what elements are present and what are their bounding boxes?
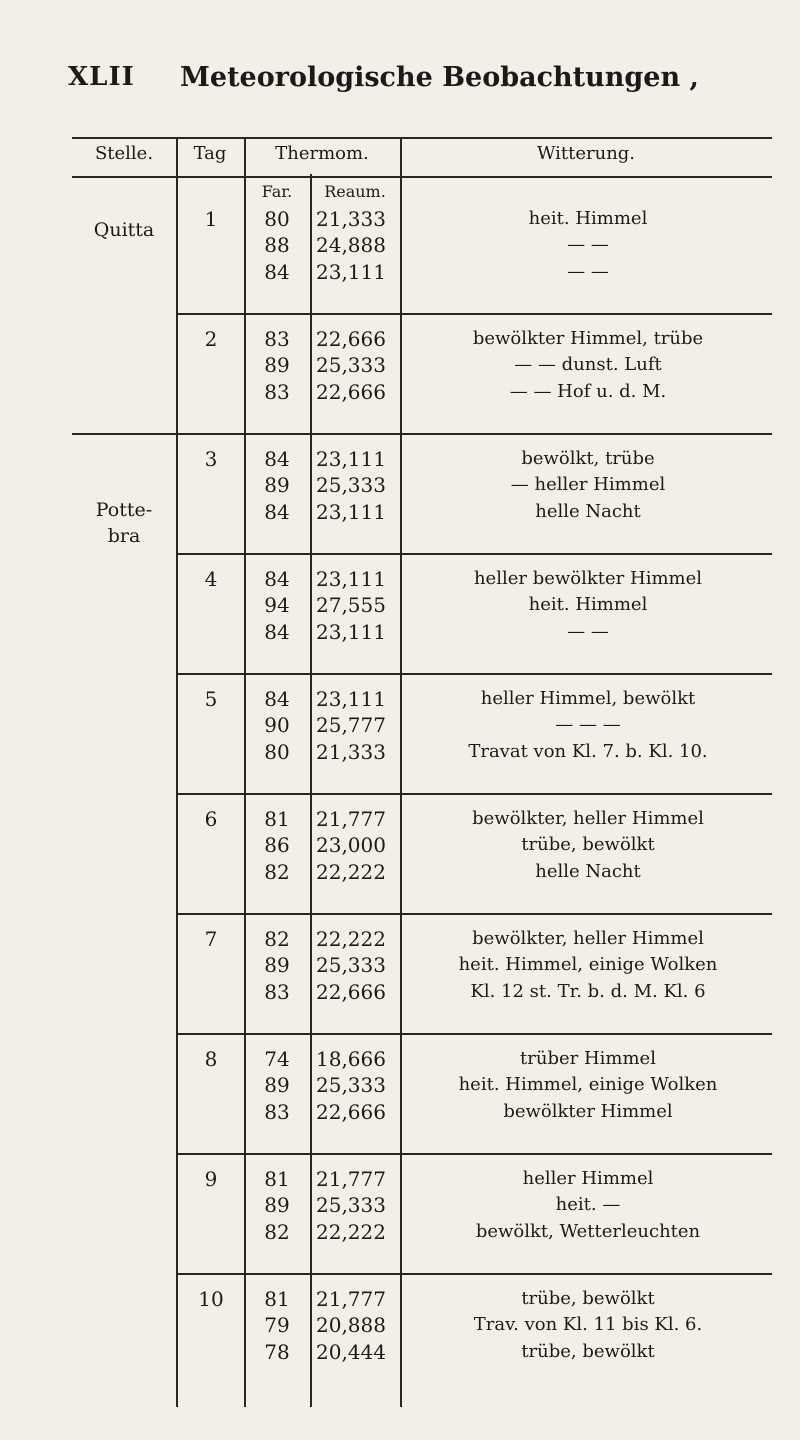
day-separator [176,553,772,555]
reaumur-value: 21,777 [316,1167,386,1191]
day-separator [176,1033,772,1035]
weather-note: heller Himmel [522,1168,654,1189]
reaumur-value: 27,555 [316,593,386,618]
fahrenheit-value: 90 [264,713,290,738]
day-number: 1 [204,207,218,231]
day-number: 7 [204,927,218,951]
reaumur-value: 25,333 [316,1193,386,1218]
weather-note: — — [567,260,609,282]
reaumur-value: 22,222 [316,859,386,884]
fahrenheit-value: 82 [264,859,290,884]
reaumur-value: 25,333 [316,953,386,978]
fahrenheit-value: 83 [264,979,290,1004]
fahrenheit-value: 94 [264,593,290,618]
fahrenheit-value: 83 [264,327,290,351]
weather-note: — — [567,234,609,256]
page-title: Meteorologische Beobachtungen , [180,62,699,93]
reaumur-value: 20,888 [316,1313,386,1338]
fahrenheit-value: 84 [264,567,290,591]
reaumur-value: 21,333 [316,207,386,231]
header-witterung: Witterung. [536,143,636,164]
reaumur-value: 21,333 [316,739,386,764]
fahrenheit-value: 89 [264,1193,290,1218]
fahrenheit-value: 84 [264,619,290,644]
day-number: 6 [204,807,218,831]
fahrenheit-value: 78 [264,1339,290,1364]
weather-note: Travat von Kl. 7. b. Kl. 10. [468,740,708,762]
fahrenheit-value: 80 [264,739,290,764]
weather-note: — — dunst. Luft [514,354,662,376]
fahrenheit-value: 80 [264,207,290,231]
fahrenheit-value: 89 [264,353,290,378]
reaumur-value: 22,666 [316,979,386,1004]
day-number: 5 [204,687,218,711]
weather-note: bewölkter, heller Himmel [472,808,704,829]
reaumur-value: 23,111 [316,619,386,644]
fahrenheit-value: 81 [264,1287,290,1311]
weather-note: bewölkter Himmel, trübe [472,328,704,349]
reaumur-value: 23,111 [316,259,386,284]
reaumur-value: 22,666 [316,1099,386,1124]
weather-note: heit. Himmel, einige Wolken [458,954,718,976]
reaumur-value: 22,666 [316,327,386,351]
fahrenheit-value: 82 [264,1219,290,1244]
weather-note: heller Himmel, bewölkt [480,688,696,709]
fahrenheit-value: 79 [264,1313,290,1338]
day-separator [176,673,772,675]
day-separator [176,1153,772,1155]
place-quitta: Quitta [93,219,155,241]
fahrenheit-value: 84 [264,499,290,524]
reaumur-value: 25,333 [316,353,386,378]
fahrenheit-value: 84 [264,447,290,471]
reaumur-value: 22,222 [316,927,386,951]
weather-note: heit. Himmel [528,594,648,616]
weather-note: heit. Himmel, einige Wolken [458,1074,718,1096]
reaumur-value: 25,333 [316,1073,386,1098]
reaumur-value: 20,444 [316,1339,386,1364]
fahrenheit-value: 83 [264,379,290,404]
weather-note: — — — [555,714,621,736]
fahrenheit-value: 89 [264,473,290,498]
reaumur-value: 24,888 [316,233,386,258]
weather-note: trübe, bewölkt [521,1340,655,1362]
fahrenheit-value: 74 [264,1047,290,1071]
observation-table [72,137,772,1407]
fahrenheit-value: 82 [264,927,290,951]
subheader-reaum: Reaum. [324,182,386,201]
fahrenheit-value: 81 [264,1167,290,1191]
weather-note: — heller Himmel [510,474,666,496]
weather-note: — — [567,620,609,642]
day-separator [176,313,772,315]
weather-note: bewölkter, heller Himmel [472,928,704,949]
day-separator [176,793,772,795]
weather-note: Kl. 12 st. Tr. b. d. M. Kl. 6 [470,980,706,1002]
fahrenheit-value: 89 [264,1073,290,1098]
day-number: 3 [204,447,218,471]
day-separator [176,433,772,435]
reaumur-value: 21,777 [316,1287,386,1311]
reaumur-value: 22,222 [316,1219,386,1244]
fahrenheit-value: 86 [264,833,290,858]
page-number: XLII [68,62,135,92]
weather-note: trüber Himmel [520,1048,656,1069]
subheader-far: Far. [261,182,293,201]
reaumur-value: 22,666 [316,379,386,404]
weather-note: trübe, bewölkt [521,834,655,856]
reaumur-value: 25,777 [316,713,386,738]
weather-note: helle Nacht [535,500,641,522]
day-number: 4 [204,567,218,591]
day-number: 2 [204,327,218,351]
reaumur-value: 23,111 [316,567,386,591]
weather-note: bewölkt, Wetterleuchten [475,1220,701,1242]
fahrenheit-value: 81 [264,807,290,831]
fahrenheit-value: 88 [264,233,290,258]
reaumur-value: 18,666 [316,1047,386,1071]
day-separator [176,1273,772,1275]
day-number: 9 [204,1167,218,1191]
header-thermometer: Thermom. [275,143,369,164]
reaumur-value: 23,111 [316,447,386,471]
header-tag: Tag [193,143,227,164]
column-divider [310,174,312,1407]
weather-note: heit. Himmel [528,208,648,229]
header-stelle: Stelle. [94,143,154,164]
weather-note: trübe, bewölkt [521,1288,655,1309]
page-header [68,62,768,106]
place-pottebra: Potte- bra [95,499,153,547]
day-separator [176,913,772,915]
fahrenheit-value: 84 [264,687,290,711]
fahrenheit-value: 89 [264,953,290,978]
weather-note: heller bewölkter Himmel [473,568,703,589]
fahrenheit-value: 83 [264,1099,290,1124]
weather-note: Trav. von Kl. 11 bis Kl. 6. [473,1314,703,1336]
weather-note: — — Hof u. d. M. [509,380,667,402]
reaumur-value: 23,000 [316,833,386,858]
day-number: 10 [198,1287,224,1311]
reaumur-value: 23,111 [316,687,386,711]
weather-note: heit. — [555,1194,621,1216]
fahrenheit-value: 84 [264,259,290,284]
reaumur-value: 23,111 [316,499,386,524]
weather-note: bewölkter Himmel [503,1100,673,1122]
day-number: 8 [204,1047,218,1071]
reaumur-value: 25,333 [316,473,386,498]
place-separator [72,433,176,435]
weather-note: helle Nacht [535,860,641,882]
weather-note: bewölkt, trübe [521,448,655,469]
reaumur-value: 21,777 [316,807,386,831]
